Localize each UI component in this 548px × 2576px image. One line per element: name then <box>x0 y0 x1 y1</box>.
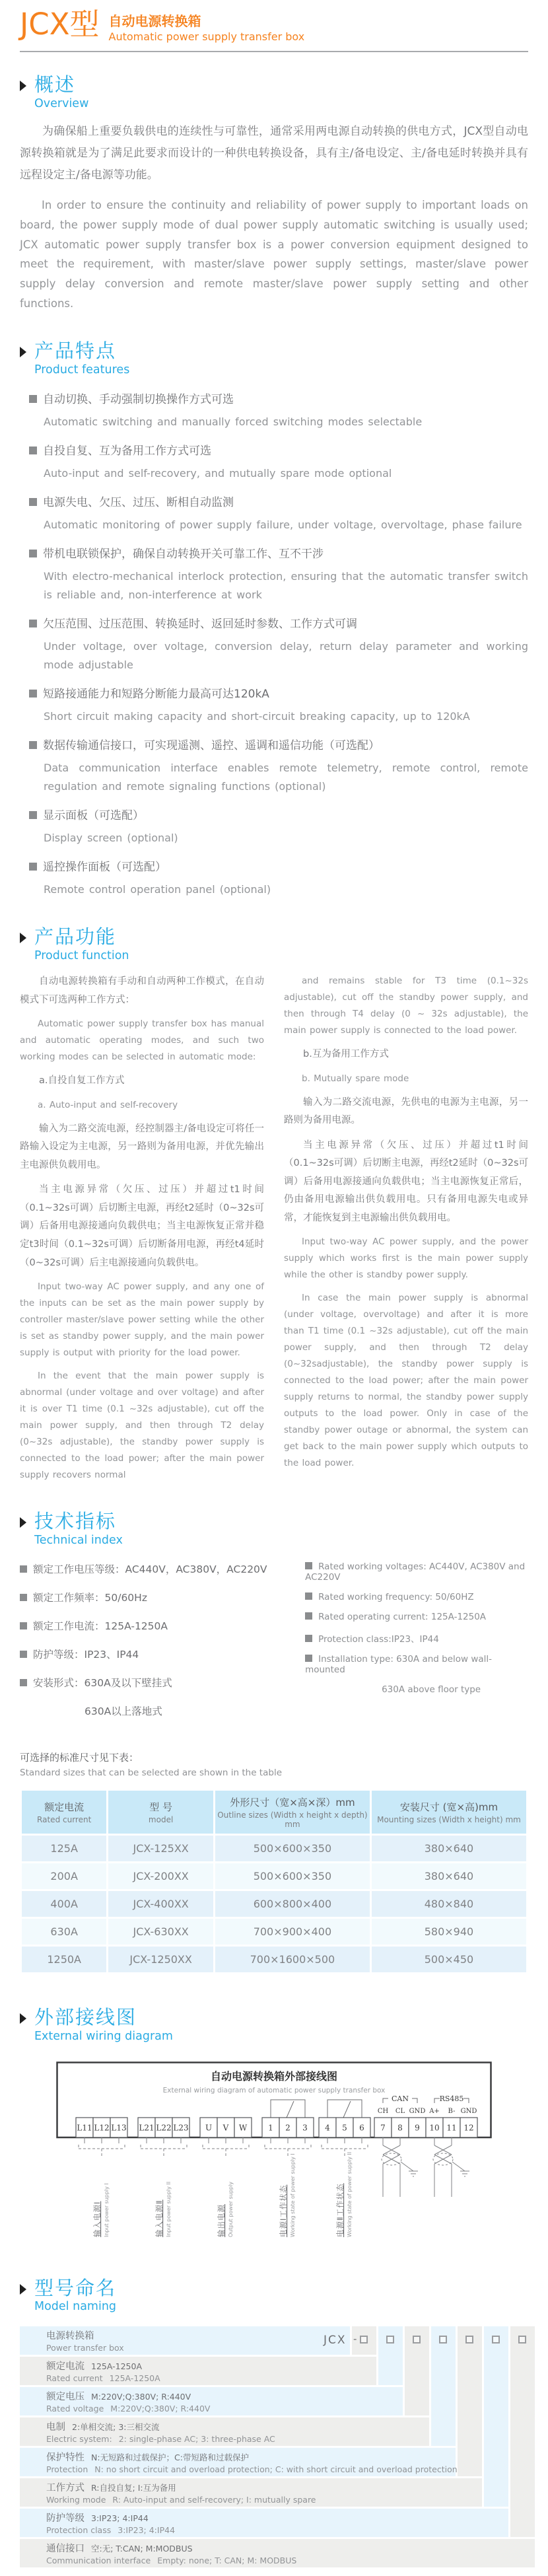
terminal-label: 3 <box>302 2123 308 2133</box>
bus-pin-label: A+ <box>429 2107 440 2115</box>
naming-row-label-cn: 保护特性 <box>46 2452 85 2464</box>
tech-column-en <box>305 1561 528 1732</box>
naming-dash: - <box>353 2333 357 2345</box>
wiring-heading <box>20 2007 528 2043</box>
naming-row-label-en: Protection <box>46 2464 88 2475</box>
square-bullet-icon <box>29 863 37 871</box>
terminal-label: L12 <box>94 2123 110 2133</box>
square-bullet-icon <box>29 498 37 506</box>
tech-item-en: Rated working frequency: 50/60HZ <box>305 1592 528 1602</box>
product-title-cn: 自动电源转换箱 <box>108 13 201 29</box>
naming-column-stripe <box>352 2326 376 2355</box>
feature-text-en: Auto-input and self-recovery, and mutually spare mode optional <box>44 467 392 480</box>
naming-row-desc-en: N: no short circuit and overload protection; C: with short circuit and overload protection <box>94 2464 458 2475</box>
feature-text-cn: 自动切换、手动强制切换操作方式可选 <box>43 393 234 407</box>
function-paragraph: 输入为二路交流电源，经控制器主/备电设定可将任一路输入设定为主电源，另一路则为备用电源，并优先输出主电源供负载用电。 <box>20 1123 264 1170</box>
page-header <box>20 9 528 43</box>
square-bullet-icon <box>20 1622 27 1629</box>
naming-column-stripe <box>431 2326 456 2446</box>
function-paragraph: 自动电源转换箱有手动和自动两种工作模式，在自动模式下可选两种工作方式： <box>20 976 264 1005</box>
naming-row-label-cn: 工作方式 <box>46 2483 85 2494</box>
naming-column-stripe <box>378 2326 403 2385</box>
square-bullet-icon <box>305 1612 312 1620</box>
group-label-en: Input power supply II <box>166 2181 172 2237</box>
cell-mounting-size: 500×450 <box>372 1947 526 1972</box>
feature-text-en: Under voltage, over voltage, conversion delay, return delay parameter and working mode adjustable <box>44 640 528 672</box>
function-paragraph: 当主电源异常（欠压、过压）并超过t1时间（0.1~32s可调）后切断主电源，再经t2延时（0~32s可调）后备用电源接通向负载供电；当主电源恢复正常并稳定t3时间（0.1~32s可调）后切断备用电源，再经t4延时（0~32s可调）后主电源接通向负载供电。 <box>20 1184 265 1268</box>
terminal-label: 7 <box>380 2123 386 2133</box>
tech-item-cn: 额定工作电压等级：AC440V，AC380V，AC220V <box>20 1561 289 1576</box>
triangle-bullet-icon <box>20 81 26 91</box>
cell-outline-size: 700×1600×500 <box>215 1947 370 1972</box>
ground-symbol <box>401 2162 418 2176</box>
tech-item-cn: 安装形式：630A及以下壁挂式 <box>20 1675 289 1690</box>
header-divider <box>20 51 528 52</box>
function-paragraph: and remains stable for T3 time (0.1~32s adjustable), cut off the standby power supply, and then through T4 delay (0 ~ 32s adjustable), the main power supply is connected to the load power. <box>284 976 528 1036</box>
features-list <box>29 390 528 899</box>
section-technical-index <box>20 1511 528 1974</box>
product-title-en: Automatic power supply transfer box <box>108 30 305 43</box>
naming-row-desc-cn: 3:IP23; 4:IP44 <box>91 2513 149 2524</box>
naming-prefix: JCX <box>324 2334 347 2347</box>
group-bracket <box>203 2145 249 2156</box>
feature-item <box>29 390 528 431</box>
cell-outline-size: 500×600×350 <box>215 1836 370 1861</box>
standard-sizes-table <box>20 1789 528 1974</box>
square-bullet-icon <box>29 550 37 557</box>
tech-heading-cn: 技术指标 <box>34 1509 117 1532</box>
function-paragraph: In case the main power supply is abnormal (under voltage, overvoltage) and after it is more than T1 time (0.1 ~32s adjustable), cut off the main power supply, and then through T2 delay (0~32sadjustable), the standby power supply is connected to the load power; after the main power supply returns to normal, the standby power supply outputs to the load power. Only in case of the standby power outage or abnormal, the system can get back to the main power supply which outputs to the load power. <box>284 1293 528 1469</box>
features-heading <box>20 341 528 376</box>
overview-heading-en: Overview <box>34 96 89 110</box>
naming-row <box>20 2326 350 2355</box>
feature-item <box>29 441 528 483</box>
wiring-heading-en: External wiring diagram <box>34 2029 173 2043</box>
naming-row-label-cn: 额定电流 <box>46 2361 85 2373</box>
triangle-bullet-icon <box>20 2284 26 2295</box>
group-label-cn: 电源Ⅱ工作状态 <box>335 2182 345 2237</box>
feature-text-cn: 带机电联锁保护，确保自动转换开关可靠工作、互不干涉 <box>43 548 324 561</box>
bus-pin-label: B- <box>448 2107 456 2115</box>
function-paragraph: b.互为备用工作方式 <box>303 1049 389 1060</box>
function-heading <box>20 927 528 962</box>
tech-columns <box>20 1561 528 1732</box>
square-bullet-icon <box>20 1594 27 1601</box>
triangle-bullet-icon <box>20 347 26 357</box>
group-label-cn: 输入电源Ⅱ <box>154 2199 164 2237</box>
tech-heading-en: Technical index <box>34 1533 123 1547</box>
naming-row-label-en: Working mode <box>46 2495 106 2505</box>
terminal-label: L23 <box>173 2123 189 2133</box>
terminal-label: 9 <box>415 2123 420 2133</box>
square-bullet-icon <box>29 395 37 403</box>
cell-rated-current: 400A <box>22 1891 106 1917</box>
square-bullet-icon <box>29 741 37 749</box>
function-paragraph: Automatic power supply transfer box has manual and automatic operating modes, and such two working modes can be selected in automatic mode: <box>20 1019 264 1063</box>
sizes-table-row <box>22 1947 526 1972</box>
naming-row-label-cn: 电源转换箱 <box>46 2331 94 2342</box>
cell-model: JCX-200XX <box>108 1863 213 1889</box>
relay-contact-symbol <box>271 2100 305 2118</box>
sizes-table-header-row <box>22 1791 526 1834</box>
bus-pin-label: GND <box>460 2107 477 2115</box>
feature-text-cn: 自投自复、互为备用工作方式可选 <box>43 445 211 458</box>
function-paragraph: 输入为二路交流电源，先供电的电源为主电源，另一路则为备用电源。 <box>284 1096 528 1126</box>
square-bullet-icon <box>29 447 37 454</box>
features-heading-cn: 产品特点 <box>34 340 117 363</box>
terminal-label: L22 <box>156 2123 172 2133</box>
terminal-label: L11 <box>77 2123 92 2133</box>
tech-item-en: Rated working voltages: AC440V, AC380V and AC220V <box>305 1561 526 1583</box>
terminal-label: 6 <box>359 2123 364 2133</box>
relay-contact-symbol <box>327 2100 362 2118</box>
square-bullet-icon <box>305 1592 312 1600</box>
cell-rated-current: 200A <box>22 1863 106 1889</box>
twisted-pair-wires <box>383 2137 400 2197</box>
section-function <box>20 927 528 1483</box>
square-bullet-icon <box>305 1562 312 1569</box>
group-label-en: Output power supply <box>228 2181 234 2237</box>
naming-row <box>20 2448 456 2476</box>
cell-mounting-size: 580×940 <box>372 1919 526 1945</box>
section-overview <box>20 75 528 313</box>
naming-row-label-en: Rated voltage <box>46 2404 104 2414</box>
sizes-note-en: Standard sizes that can be selected are shown in the table <box>20 1767 282 1778</box>
section-features <box>20 341 528 899</box>
terminal-label: 2 <box>285 2123 291 2133</box>
terminal-label: 5 <box>342 2123 347 2133</box>
function-paragraph: Input two-way AC power supply, and the power supply which works first is the main power supply while the other is standby power supply. <box>284 1236 528 1281</box>
feature-text-en: Remote control operation panel (optional) <box>44 883 271 896</box>
feature-item <box>29 857 528 899</box>
sizes-table-row <box>22 1863 526 1889</box>
square-bullet-icon <box>305 1655 312 1662</box>
feature-item <box>29 493 528 534</box>
bus-name-label: RS485 <box>439 2094 464 2103</box>
naming-heading-en: Model naming <box>34 2300 117 2314</box>
naming-row-label-en: Electric system: <box>46 2434 112 2445</box>
naming-row-label-en: Protection class <box>46 2525 112 2536</box>
model-naming-diagram <box>20 2326 535 2569</box>
terminal-label: L21 <box>139 2123 154 2133</box>
group-bracket <box>79 2145 125 2156</box>
naming-column-stripe <box>405 2326 429 2415</box>
terminal-label: U <box>205 2123 213 2133</box>
function-columns <box>20 966 528 1484</box>
square-bullet-icon <box>29 811 37 819</box>
terminal-label: 10 <box>429 2123 440 2133</box>
naming-column-stripe <box>458 2326 482 2476</box>
cell-rated-current: 125A <box>22 1836 106 1861</box>
sizes-note-cn: 可选择的标准尺寸见下表： <box>20 1751 139 1764</box>
function-heading-en: Product function <box>34 949 129 963</box>
naming-heading-cn: 型号命名 <box>34 2276 117 2299</box>
terminal-label: L13 <box>111 2123 127 2133</box>
feature-item <box>29 684 528 726</box>
triangle-bullet-icon <box>20 1517 26 1528</box>
sizes-table-row <box>22 1836 526 1861</box>
naming-row-desc-cn: N:无短路和过载保护；C:带短路和过载保护 <box>91 2452 250 2463</box>
terminal-label: 11 <box>446 2123 457 2133</box>
sizes-table-header-cell: 外形尺寸（宽×高×深）mm Outline sizes (Width x height x depth) mm <box>215 1791 370 1834</box>
naming-row-desc-cn: 空:无; T:CAN; M:MODBUS <box>91 2544 193 2554</box>
naming-row <box>20 2539 535 2567</box>
naming-row-label-en: Rated current <box>46 2373 103 2384</box>
naming-row-label-cn: 防护等级 <box>46 2513 85 2524</box>
cell-model: JCX-630XX <box>108 1919 213 1945</box>
naming-row-desc-en: 3:IP23; 4:IP44 <box>118 2525 176 2536</box>
group-bracket <box>141 2145 187 2156</box>
wiring-diagram-svg <box>56 2061 492 2241</box>
group-bracket <box>322 2145 368 2156</box>
tech-item-cn: 630A以上落地式 <box>85 1705 162 1717</box>
naming-heading <box>20 2278 528 2314</box>
group-label-cn: 输出电源 <box>217 2203 226 2237</box>
feature-item <box>29 806 528 847</box>
feature-text-en: Display screen (optional) <box>44 832 178 845</box>
section-model-naming <box>20 2278 528 2570</box>
cell-model: JCX-1250XX <box>108 1947 213 1972</box>
cell-mounting-size: 380×640 <box>372 1836 526 1861</box>
feature-item <box>29 614 528 674</box>
group-label-cn: 电源Ⅰ工作状态 <box>279 2184 288 2237</box>
function-paragraph: 当主电源异常（欠压、过压）并超过t1时间（0.1~32s可调）后切断主电源，再经t2延时（0~32s可调）后备用电源接通向负载供电；当主电源恢复正常后，仍由备用电源输出供负载用电。只有备用电源失电或异常，才能恢复到主电源输出供负载用电。 <box>284 1139 529 1223</box>
bus-pin-label: CH <box>377 2107 389 2115</box>
triangle-bullet-icon <box>20 2013 26 2024</box>
terminal-label: 1 <box>268 2123 273 2133</box>
square-bullet-icon <box>20 1565 27 1573</box>
overview-heading <box>20 75 528 110</box>
square-bullet-icon <box>305 1635 312 1642</box>
naming-row <box>20 2417 429 2446</box>
function-paragraph: a.自投自复工作方式 <box>39 1075 125 1087</box>
feature-text-cn: 遥控操作面板（可选配） <box>43 861 166 875</box>
feature-text-cn: 欠压范围、过压范围、转换延时、返回延时参数、工作方式可调 <box>43 618 357 631</box>
naming-row <box>20 2509 508 2537</box>
naming-row-desc-en: 2: single-phase AC; 3: three-phase AC <box>118 2434 275 2445</box>
product-title-block <box>109 11 305 43</box>
terminal-label: W <box>238 2123 248 2133</box>
naming-row-desc-en: R: Auto-input and self-recovery; I: mutually spare <box>112 2495 316 2505</box>
naming-row <box>20 2387 403 2415</box>
overview-heading-cn: 概述 <box>34 73 76 96</box>
tech-item-cn: 额定工作频率：50/60Hz <box>20 1590 289 1604</box>
feature-text-en: Automatic monitoring of power supply failure, under voltage, overvoltage, phase failure <box>44 519 522 532</box>
square-bullet-icon <box>20 1679 27 1686</box>
square-bullet-icon <box>29 690 37 698</box>
naming-column-stripe <box>484 2326 508 2507</box>
group-label-en: Input power supply I <box>104 2182 110 2237</box>
feature-text-cn: 电源失电、欠压、过压、断相自动监测 <box>43 496 234 510</box>
square-bullet-icon <box>20 1651 27 1658</box>
function-paragraph: b. Mutually spare mode <box>302 1073 409 1084</box>
feature-text-cn: 数据传输通信接口，可实现遥测、遥控、遥调和遥信功能（可选配） <box>43 739 380 753</box>
terminal-label: 12 <box>463 2123 474 2133</box>
tech-item-cn: 额定工作电流：125A-1250A <box>20 1618 289 1633</box>
cell-mounting-size: 380×640 <box>372 1863 526 1889</box>
bus-pin-label: CL <box>395 2107 405 2115</box>
feature-text-en: With electro-mechanical interlock protection, ensuring that the automatic transfer switch is reliable and, non-interference at work <box>44 570 528 602</box>
sizes-table-row <box>22 1919 526 1945</box>
cell-mounting-size: 480×840 <box>372 1891 526 1917</box>
cell-rated-current: 630A <box>22 1919 106 1945</box>
wiring-diagram <box>56 2061 492 2244</box>
naming-row-label-en: Communication interface <box>46 2556 151 2566</box>
naming-row-desc-en: M:220V;Q:380V; R:440V <box>110 2404 211 2414</box>
terminal-label: 4 <box>325 2123 330 2133</box>
naming-row-desc-cn: R:自投自复; I:互为备用 <box>91 2483 176 2493</box>
feature-item <box>29 736 528 796</box>
sizes-table-header-cell: 型 号 model <box>108 1791 213 1834</box>
function-column-left <box>20 966 264 1484</box>
function-heading-cn: 产品功能 <box>34 925 117 948</box>
naming-row <box>20 2478 482 2507</box>
product-model-title: JCX型 <box>20 7 100 42</box>
naming-row-desc-cn: 2:单相交流; 3:三相交流 <box>72 2422 160 2433</box>
tech-item-en: Rated operating current: 125A-1250A <box>305 1612 528 1622</box>
overview-paragraph-en: In order to ensure the continuity and reliability of power supply to important loads on board, the power supply mode of dual power supply automatic switching is usually used; JCX automatic power supply transfer box is a power conversion equipment designed to meet the requirement, with master/slave power supply settings, master/slave power supply delay conversion and remote master/slave power supply setting and other functions. <box>20 199 528 310</box>
naming-row <box>20 2357 376 2385</box>
naming-row-label-cn: 通信接口 <box>46 2544 85 2555</box>
naming-row-desc-cn: M:220V;Q:380V; R:440V <box>91 2392 191 2402</box>
function-column-right <box>284 966 528 1484</box>
group-bracket <box>265 2145 311 2156</box>
features-heading-en: Product features <box>34 363 130 377</box>
feature-text-en: Automatic switching and manually forced switching modes selectable <box>44 415 423 429</box>
feature-text-en: Short circuit making capacity and short-circuit breaking capacity, up to 120kA <box>44 710 470 723</box>
wiring-box-title-en: External wiring diagram of automatic power supply transfer box <box>162 2086 386 2094</box>
ground-symbol <box>452 2162 469 2176</box>
function-paragraph: a. Auto-input and self-recovery <box>38 1099 178 1110</box>
sizes-table-header-cell: 安装尺寸 (宽×高)mm Mounting sizes (Width x height) mm <box>372 1791 526 1834</box>
overview-paragraph-cn: 为确保船上重要负载供电的连续性与可靠性，通常采用两电源自动转换的供电方式，JCX型自动电源转换箱就是为了满足此要求而设计的一种供电转换设备，具有主/备电设定、主/备电延时转换并具有远程设定主/备电源等功能。 <box>20 124 528 182</box>
naming-row-label-en: Power transfer box <box>46 2343 124 2353</box>
group-label-en: Working state of power supply II <box>347 2151 353 2237</box>
feature-text-cn: 显示面板（可选配） <box>43 809 144 823</box>
twisted-pair-wires <box>434 2137 452 2197</box>
group-label-en: Working state of power supply I <box>290 2153 296 2237</box>
tech-item-en: Protection class:IP23、IP44 <box>305 1631 528 1645</box>
sizes-table-header-cell: 额定电流 Rated current <box>22 1791 106 1834</box>
tech-item-en: 630A above floor type <box>382 1684 481 1695</box>
tech-item-cn: 防护等级：IP23、IP44 <box>20 1647 289 1661</box>
sizes-table-row <box>22 1891 526 1917</box>
cell-outline-size: 700×900×400 <box>215 1919 370 1945</box>
tech-item-en: Installation type: 630A and below wall-mounted <box>305 1653 493 1675</box>
section-wiring-diagram <box>20 2007 528 2244</box>
naming-row-desc-en: Empty: none; T: CAN; M: MODBUS <box>157 2556 297 2566</box>
wiring-box-title-cn: 自动电源转换箱外部接线图 <box>210 2069 338 2083</box>
cell-rated-current: 1250A <box>22 1947 106 1972</box>
naming-row-desc-cn: 125A-1250A <box>91 2361 143 2372</box>
wiring-heading-cn: 外部接线图 <box>34 2005 137 2028</box>
function-paragraph: Input two-way AC power supply, and any one of the inputs can be set as the main power supply by controller master/slave power setting while the other is set as standby power supply, and the main power supply is output with priority for the load power. <box>20 1281 264 1358</box>
naming-row-label-cn: 额定电压 <box>46 2392 85 2403</box>
feature-text-cn: 短路接通能力和短路分断能力最高可达120kA <box>43 688 269 701</box>
group-label-cn: 输入电源Ⅰ <box>92 2201 102 2237</box>
sizes-table-body <box>22 1836 526 1972</box>
naming-column-stripe <box>510 2326 535 2537</box>
function-paragraph: In the event that the main power supply is abnormal (under voltage and over voltage) and after it is over T1 time (0.1 ~32s adjustable), cut off the main power supply, and then through T2 delay (0~32s adjustable), the standby power supply is connected to the load power; after the main power supply recovers normal <box>20 1370 264 1480</box>
bus-name-label: CAN <box>392 2094 409 2103</box>
cell-outline-size: 600×800×400 <box>215 1891 370 1917</box>
triangle-bullet-icon <box>20 933 26 943</box>
terminal-label: V <box>223 2123 229 2133</box>
feature-item <box>29 544 528 604</box>
cell-model: JCX-125XX <box>108 1836 213 1861</box>
tech-heading <box>20 1511 528 1547</box>
bus-pin-label: GND <box>409 2107 426 2115</box>
cell-model: JCX-400XX <box>108 1891 213 1917</box>
feature-text-en: Data communication interface enables remote telemetry, remote control, remote regulation and remote signaling functions (optional) <box>44 762 528 793</box>
terminal-label: 8 <box>397 2123 403 2133</box>
naming-row-desc-en: 125A-1250A <box>109 2373 160 2384</box>
tech-column-cn <box>20 1561 289 1732</box>
square-bullet-icon <box>29 620 37 627</box>
naming-row-label-cn: 电制 <box>46 2422 65 2433</box>
cell-outline-size: 500×600×350 <box>215 1863 370 1889</box>
